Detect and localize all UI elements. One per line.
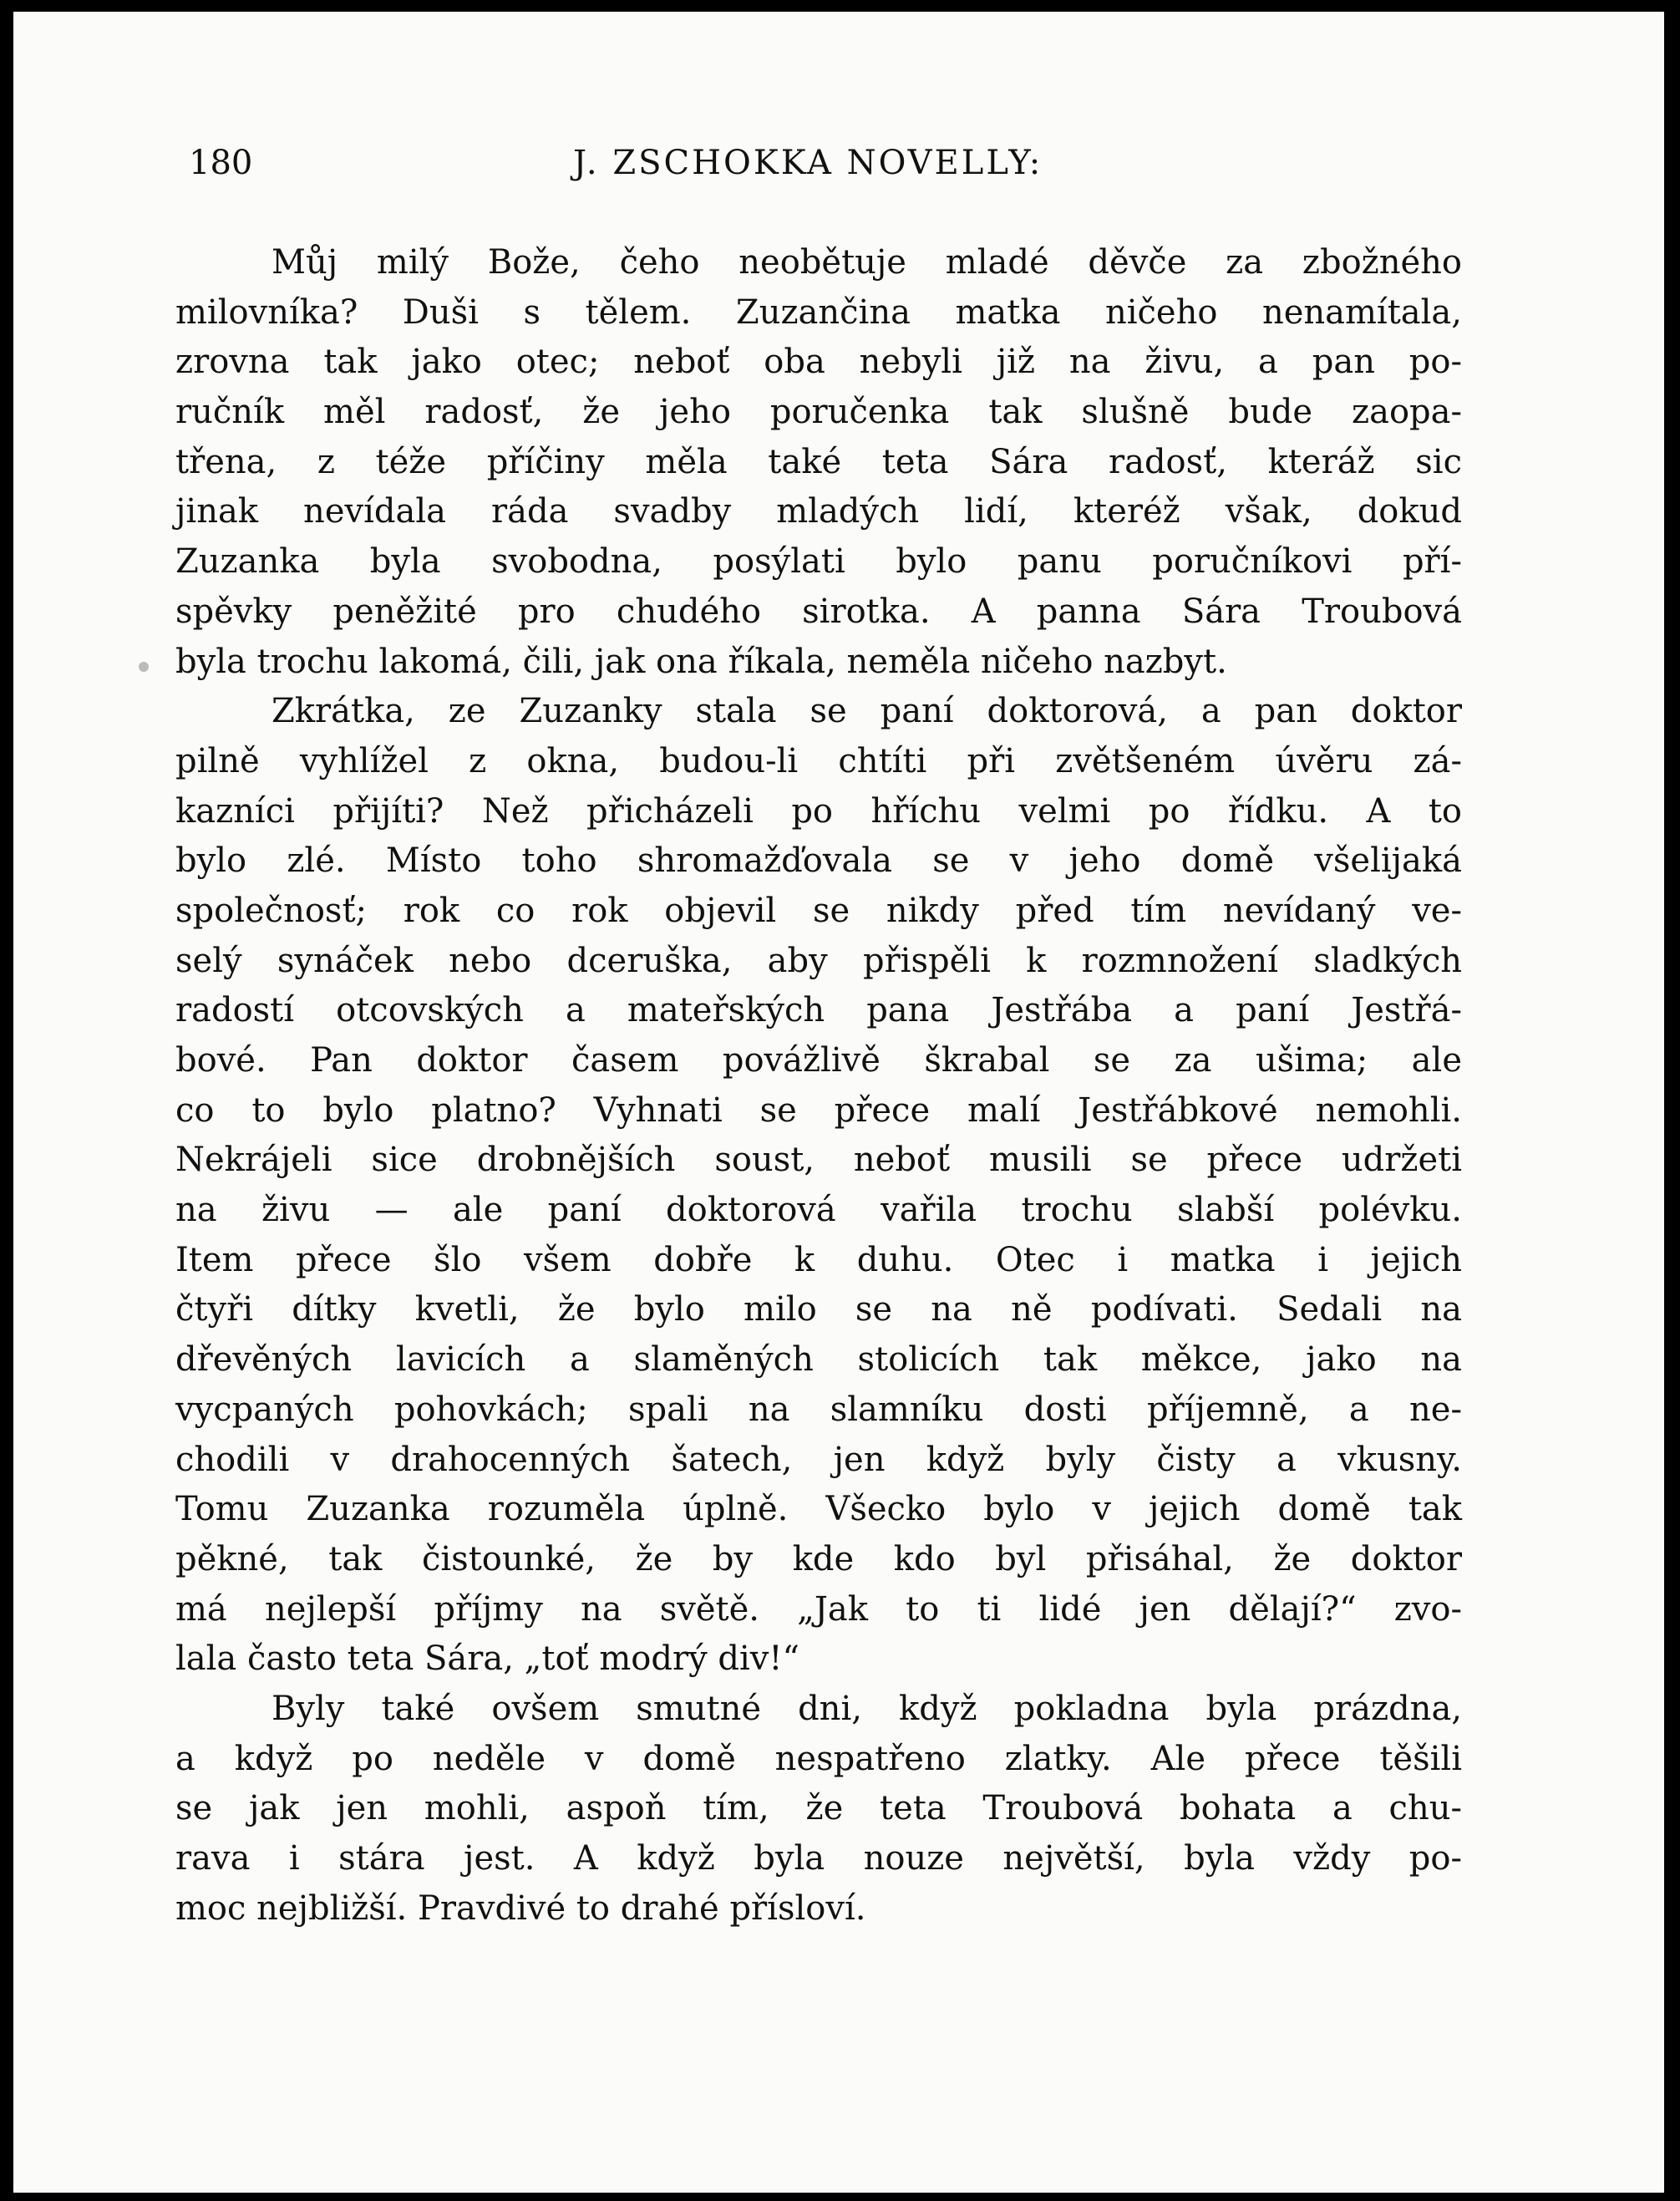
text-line: Zkrátka, ze Zuzanky stala se paní doktorová, a pan doktor (272, 692, 1462, 731)
text-line: má nejlepší příjmy na světě. „Jak to ti lidé jen dělají?“ zvo- (175, 1589, 1462, 1629)
text-line: pěkné, tak čistounké, že by kde kdo byl přisáhal, že doktor (175, 1539, 1462, 1578)
text-line: lala často teta Sára, „toť modrý div!“ (175, 1639, 799, 1679)
text-line: čtyři dítky kvetli, že bylo milo se na ně podívati. Sedali na (175, 1290, 1462, 1329)
text-line: třena, z téže příčiny měla také teta Sára radosť, kteráž sic (175, 442, 1462, 481)
text-line: Tomu Zuzanka rozuměla úplně. Všecko bylo v jejich domě tak (175, 1490, 1462, 1529)
text-line: moc nejbližší. Pravdivé to drahé přísloví. (175, 1888, 866, 1928)
text-line: Byly také ovšem smutné dni, když pokladna byla prázdna, (272, 1689, 1462, 1728)
text-line: rava i stára jest. A když byla nouze největší, byla vždy po- (175, 1839, 1462, 1878)
text-line: co to bylo platno? Vyhnati se přece malí Jestřábkové nemohli. (175, 1090, 1462, 1130)
text-line: milovníka? Duši s tělem. Zuzančina matka ničeho nenamítala, (175, 292, 1462, 332)
text-line: společnosť; rok co rok objevil se nikdy před tím nevídaný ve- (175, 891, 1462, 930)
text-line: byla trochu lakomá, čili, jak ona říkala, neměla ničeho nazbyt. (175, 642, 1227, 681)
paragraph (175, 687, 1462, 1685)
margin-speck (139, 662, 149, 672)
paragraph (175, 1685, 1462, 1934)
text-line: na živu — ale paní doktorová vařila trochu slabší polévku. (175, 1191, 1462, 1230)
text-line: a když po neděle v domě nespatřeno zlatky. Ale přece těšili (175, 1739, 1462, 1778)
text-line: ručník měl radosť, že jeho poručenka tak slušně bude zaopa- (175, 393, 1462, 432)
text-line: bové. Pan doktor časem povážlivě škrabal se za ušima; ale (175, 1041, 1462, 1080)
text-line: jinak nevídala ráda svadby mladých lidí, kteréž však, dokud (175, 492, 1462, 531)
text-line: zrovna tak jako otec; neboť oba nebyli již na živu, a pan po- (175, 343, 1462, 382)
text-line: dřevěných lavicích a slaměných stolicích tak měkce, jako na (175, 1340, 1462, 1380)
text-line: vycpaných pohovkách; spali na slamníku dosti příjemně, a ne- (175, 1390, 1462, 1429)
body-text (175, 238, 1462, 1934)
text-line: bylo zlé. Místo toho shromažďovala se v jeho domě všelijaká (175, 841, 1462, 881)
page-header (189, 144, 1467, 194)
text-line: pilně vyhlížel z okna, budou-li chtíti při zvětšeném úvěru zá- (175, 741, 1462, 780)
text-line: spěvky peněžité pro chudého sirotka. A panna Sára Troubová (175, 592, 1462, 631)
text-line: kazníci přijíti? Než přicházeli po hříchu velmi po řídku. A to (175, 791, 1462, 831)
text-line: Nekrájeli sice drobnějších soust, neboť musili se přece udržeti (175, 1141, 1462, 1180)
text-line: selý synáček nebo dceruška, aby přispěli k rozmnožení sladkých (175, 941, 1462, 980)
paragraph (175, 238, 1462, 687)
text-line: se jak jen mohli, aspoň tím, že teta Troubová bohata a chu- (175, 1789, 1462, 1828)
text-line: Zuzanka byla svobodna, posýlati bylo panu poručníkovi pří- (175, 542, 1462, 582)
text-line: Můj milý Bože, čeho neobětuje mladé děvče za zbožného (272, 243, 1462, 282)
text-line: chodili v drahocenných šatech, jen když byly čisty a vkusny. (175, 1440, 1462, 1479)
running-title: J. ZSCHOKKA NOVELLY: (573, 144, 1043, 182)
page-number: 180 (189, 144, 253, 182)
text-line: radostí otcovských a mateřských pana Jestřába a paní Jestřá- (175, 991, 1462, 1030)
text-line: Item přece šlo všem dobře k duhu. Otec i matka i jejich (175, 1240, 1462, 1279)
